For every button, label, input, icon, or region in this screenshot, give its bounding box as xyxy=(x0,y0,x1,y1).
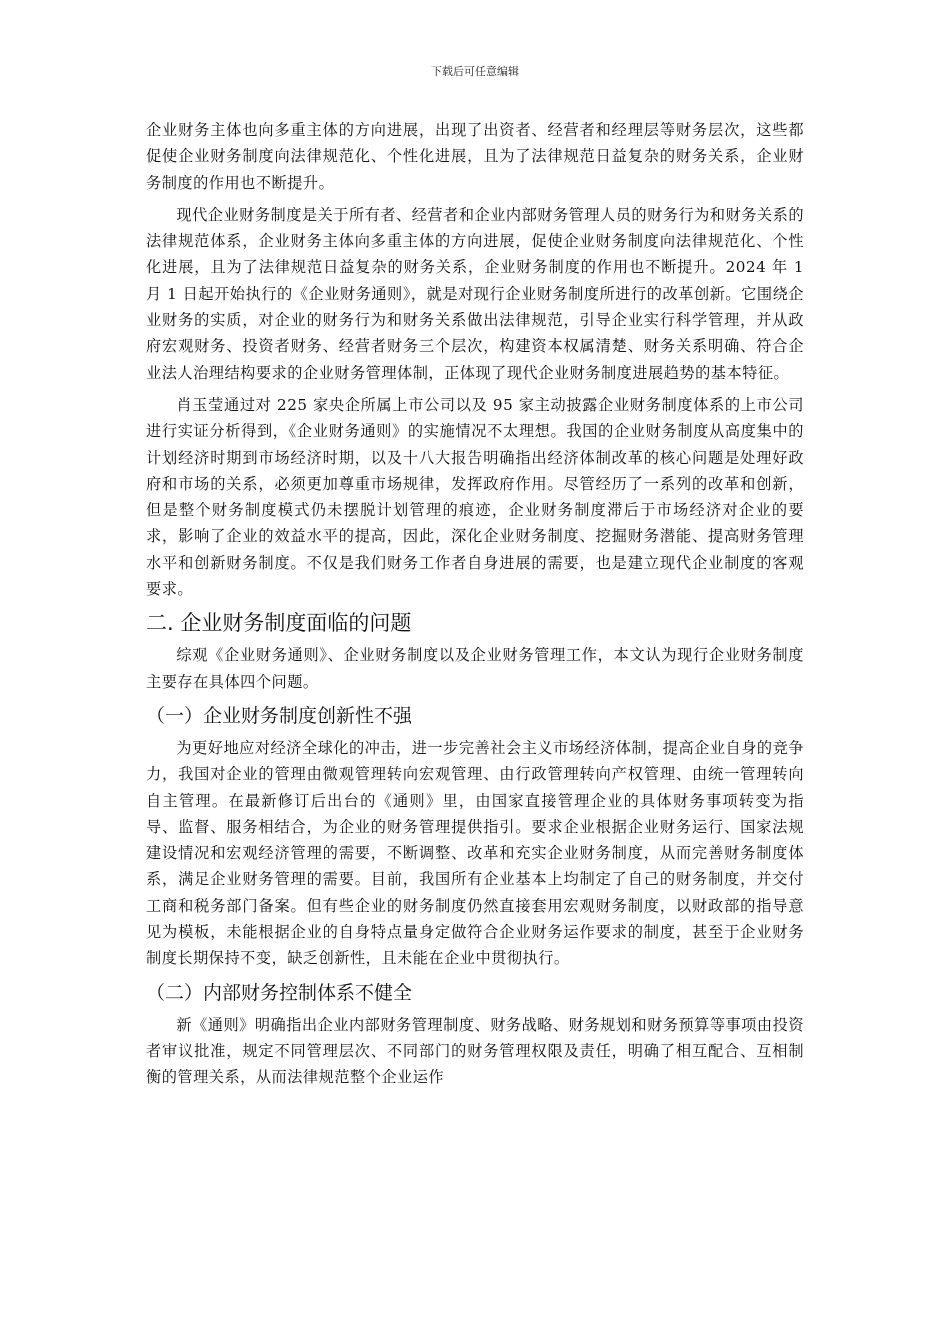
subsection-heading-2: （二）内部财务控制体系不健全 xyxy=(146,981,413,1004)
page-header: 下载后可任意编辑 xyxy=(431,65,519,78)
document-body xyxy=(146,117,804,1097)
paragraph-6: 新《通则》明确指出企业内部财务管理制度、财务战略、财务规划和财务预算等事项由投资者审议批准，规定不同管理层次、不同部门的财务管理权限及责任，明确了相互配合、互相制衡的管理关系，从而法律规范整个企业运作 xyxy=(146,1015,804,1087)
paragraph-2: 现代企业财务制度是关于所有者、经营者和企业内部财务管理人员的财务行为和财务关系的法律规范体系，企业财务主体向多重主体的方向进展，促使企业财务制度向法律规范化、个性化进展，且为了法律规范日益复杂的财务关系，企业财务制度的作用也不断提升。2024 年 1 月 1 日起开始执行的《企业财务通则》，就是对现行企业财务制度所进行的改革创新。它围绕企业财务的实质，对企业的财务行为和财务关系做出法律规范，引导企业实行科学管理，并从政府宏观财务、投资者财务、经营者财务三个层次，构建资本权属清楚、财务关系明确、符合企业法人治理结构要求的企业财务管理体制，正体现了现代企业财务制度进展趋势的基本特征。 xyxy=(146,205,804,382)
paragraph-4: 综观《企业财务通则》、企业财务制度以及企业财务管理工作，本文认为现行企业财务制度主要存在具体四个问题。 xyxy=(146,646,804,691)
section-heading-2: 二. 企业财务制度面临的问题 xyxy=(146,611,412,636)
paragraph-5: 为更好地应对经济全球化的冲击，进一步完善社会主义市场经济体制，提高企业自身的竞争力，我国对企业的管理由微观管理转向宏观管理、由行政管理转向产权管理、由统一管理转向自主管理。在最新修订后出台的《通则》里，由国家直接管理企业的具体财务事项转变为指导、监督、服务相结合，为企业的财务管理提供指引。要求企业根据企业财务运行、国家法规建设情况和宏观经济管理的需要，不断调整、改革和充实企业财务制度，从而完善财务制度体系，满足企业财务管理的需要。目前，我国所有企业基本上均制定了自己的财务制度，并交付工商和税务部门备案。但有些企业的财务制度仍然直接套用宏观财务制度，以财政部的指导意见为模板，未能根据企业的自身特点量身定做符合企业财务运作要求的制度，甚至于企业财务制度长期保持不变，缺乏创新性，且未能在企业中贯彻执行。 xyxy=(146,738,804,968)
paragraph-1: 企业财务主体也向多重主体的方向进展，出现了出资者、经营者和经理层等财务层次，这些都促使企业财务制度向法律规范化、个性化进展，且为了法律规范日益复杂的财务关系，企业财务制度的作用也不断提升。 xyxy=(146,121,804,192)
paragraph-3: 肖玉莹通过对 225 家央企所属上市公司以及 95 家主动披露企业财务制度体系的上市公司进行实证分析得到，《企业财务通则》的实施情况不太理想。我国的企业财务制度从高度集中的计划经济时期到市场经济时期，以及十八大报告明确指出经济体制改革的核心问题是处理好政府和市场的关系，必须更加尊重市场规律，发挥政府作用。尽管经历了一系列的改革和创新，但是整个财务制度模式仍未摆脱计划管理的痕迹，企业财务制度滞后于市场经济对企业的要求，影响了企业的效益水平的提高，因此，深化企业财务制度、挖掘财务潜能、提高财务管理水平和创新财务制度。不仅是我们财务工作者自身进展的需要，也是建立现代企业制度的客观要求。 xyxy=(146,395,804,599)
subsection-heading-1: （一）企业财务制度创新性不强 xyxy=(146,704,413,727)
